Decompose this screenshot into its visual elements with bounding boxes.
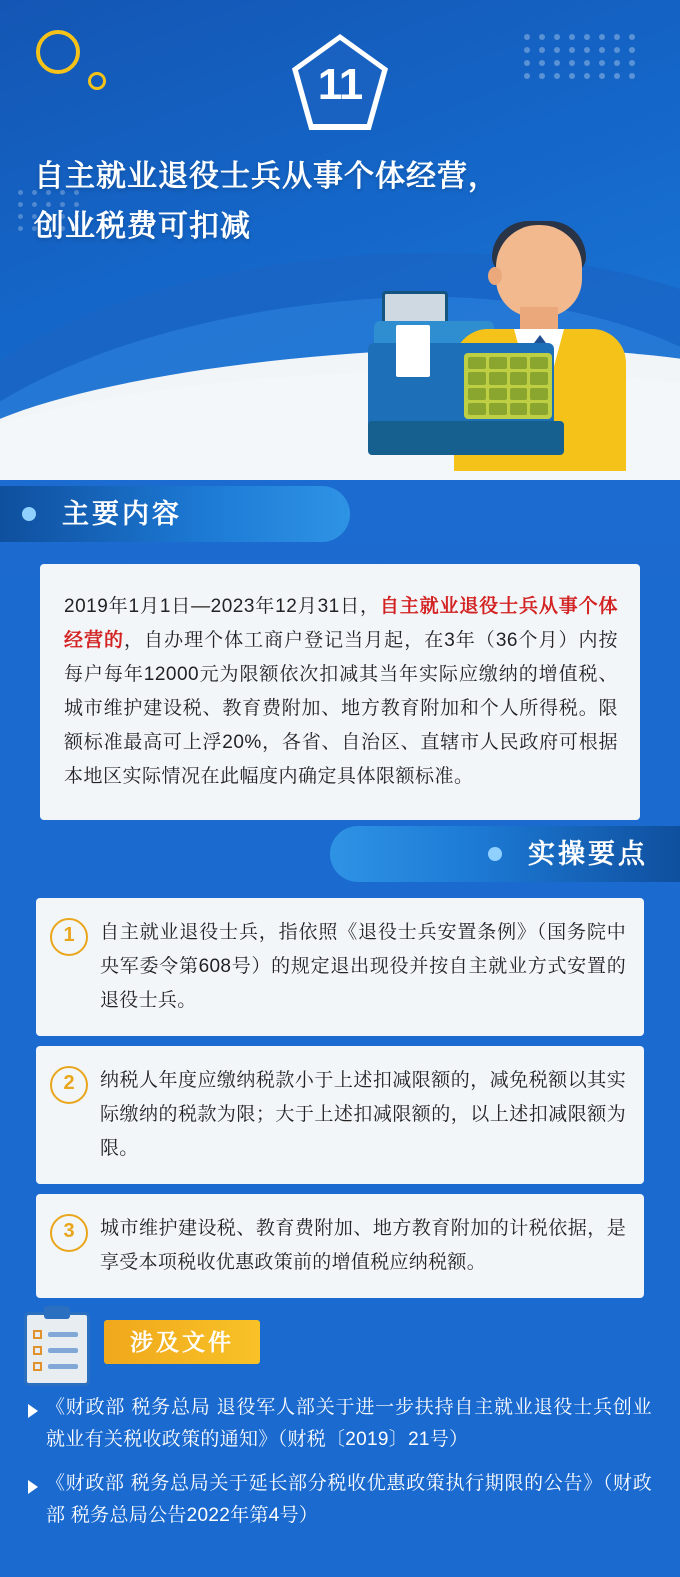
decorative-small-ring-icon [88, 72, 106, 90]
page-title-line-2: 创业税费可扣减 [34, 210, 251, 243]
decorative-dot-grid [524, 34, 644, 80]
list-item [28, 1392, 652, 1456]
clipboard-row-1 [48, 1332, 78, 1337]
page-title-line-1: 自主就业退役士兵从事个体经营， [34, 160, 499, 193]
point-text: 纳税人年度应缴纳税款小于上述扣减限额的，减免税额以其实际缴纳的税款为限；大于上述扣减限额的，以上述扣减限额为限。 [100, 1070, 626, 1159]
clipboard-row-2 [48, 1348, 78, 1353]
point-text: 城市维护建设税、教育费附加、地方教育附加的计税依据，是享受本项税收优惠政策前的增值税应纳税额。 [100, 1218, 626, 1273]
number-badge [292, 34, 388, 130]
clipboard-check-1 [33, 1330, 42, 1339]
main-content-part1: 2019年1月1日—2023年12月31日， [64, 596, 380, 617]
section-heading-text-right: 实操要点 [528, 839, 648, 869]
main-content-paragraph [64, 590, 618, 794]
register-keypad [464, 353, 552, 419]
section-heading-files [0, 1312, 680, 1376]
section-heading-main-content [0, 486, 680, 542]
clipboard-icon [24, 1312, 90, 1386]
person-head [496, 225, 582, 317]
section-heading-practice [0, 826, 680, 882]
main-content-highlight: 自主就业退役士兵从事个体经营的 [64, 596, 618, 651]
list-item [36, 1194, 644, 1298]
clipboard-check-2 [33, 1346, 42, 1355]
triangle-bullet-icon [28, 1404, 38, 1418]
point-index: 1 [50, 918, 88, 956]
badge-number: 11 [317, 60, 363, 109]
section-heading-text: 主要内容 [62, 499, 182, 529]
files-heading-label: 涉及文件 [104, 1320, 260, 1364]
section-bullet-icon-right [488, 847, 502, 861]
clipboard-row-3 [48, 1364, 78, 1369]
register-receipt [396, 325, 430, 377]
clipboard-clip [44, 1306, 70, 1319]
triangle-bullet-icon [28, 1480, 38, 1494]
practice-points-list [36, 898, 644, 1298]
list-item [36, 1046, 644, 1184]
cashier-illustration [368, 225, 638, 470]
register-base-shadow [368, 421, 564, 455]
file-text: 《财政部 税务总局 退役军人部关于进一步扶持自主就业退役士兵创业就业有关税收政策的通知》（财税〔2019〕21号） [46, 1397, 652, 1450]
point-index: 2 [50, 1066, 88, 1104]
point-index: 3 [50, 1214, 88, 1252]
main-content-card [40, 564, 640, 820]
person-ear [488, 267, 502, 285]
point-text: 自主就业退役士兵，指依照《退役士兵安置条例》（国务院中央军委令第608号）的规定退出现役并按自主就业方式安置的退役士兵。 [100, 922, 626, 1011]
main-content-part2: ，自办理个体工商户登记当月起，在3年（36个月）内按每户每年12000元为限额依次扣减其当年实际应缴纳的增值税、城市维护建设税、教育费附加、地方教育附加和个人所得税。限额标准最高可上浮20%，各省、自治区、直辖市人民政府可根据本地区实际情况在此幅度内确定具体限额标准。 [64, 630, 618, 787]
list-item [28, 1468, 652, 1532]
clipboard-check-3 [33, 1362, 42, 1371]
section-bullet-icon [22, 507, 36, 521]
decorative-ring-icon [36, 30, 80, 74]
file-text: 《财政部 税务总局关于延长部分税收优惠政策执行期限的公告》（财政部 税务总局公告2022年第4号） [46, 1473, 652, 1526]
header-banner [0, 0, 680, 480]
list-item [36, 898, 644, 1036]
files-list [28, 1392, 652, 1570]
